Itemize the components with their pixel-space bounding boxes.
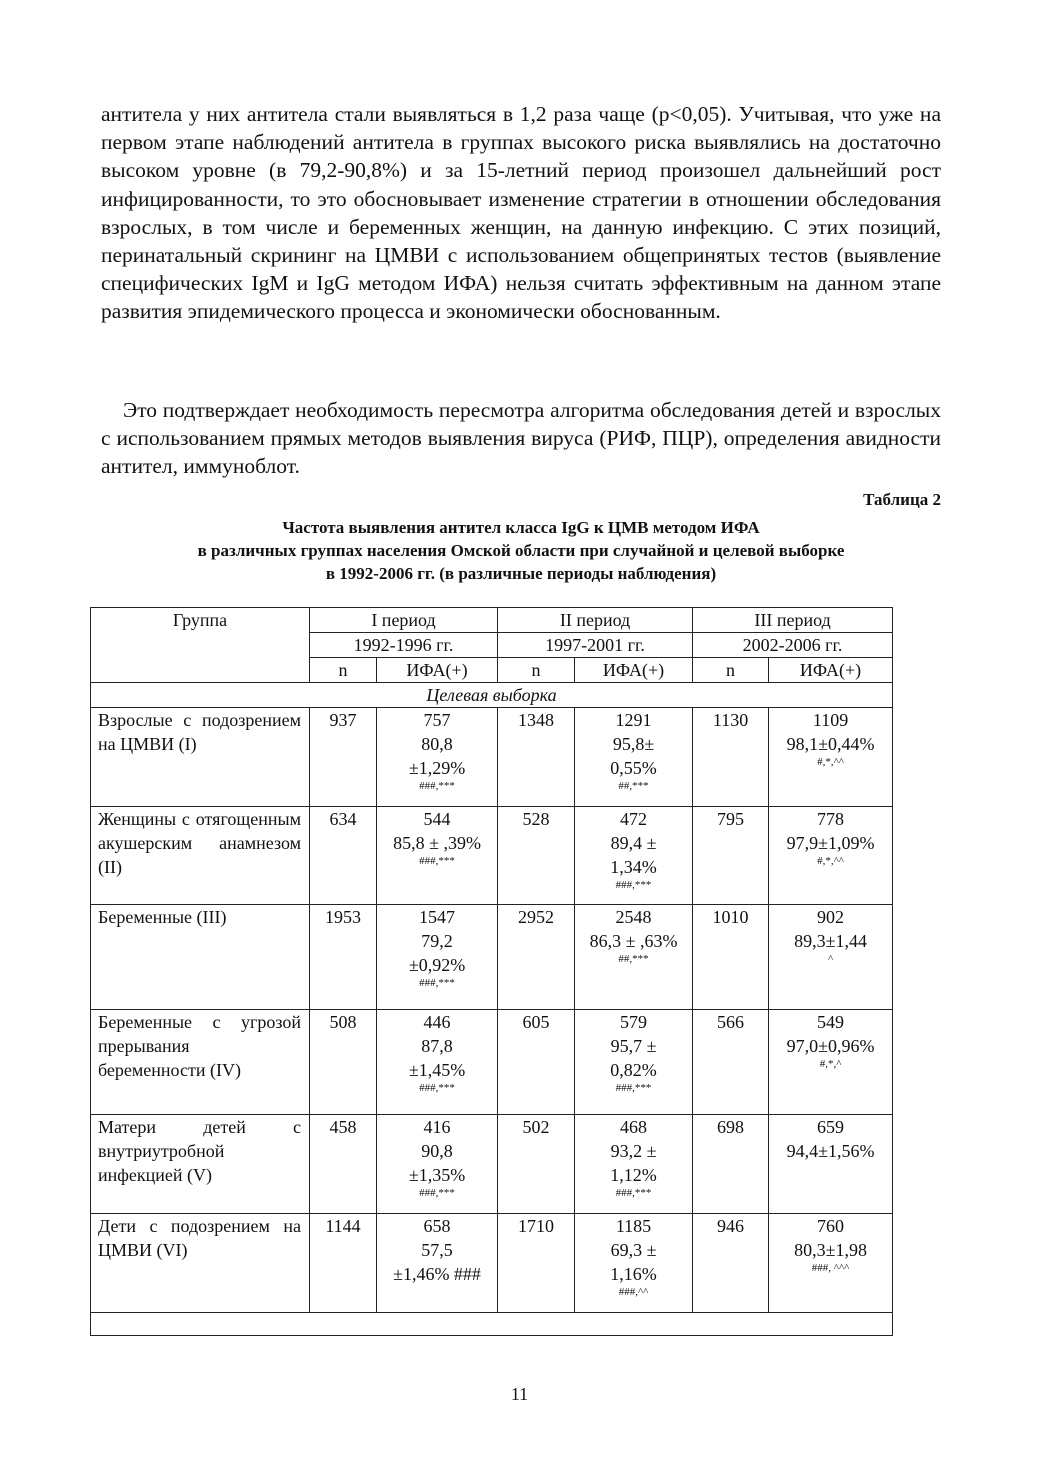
n-cell: 502 <box>498 1115 575 1214</box>
ifa-percent: 57,5 <box>421 1240 453 1260</box>
group-cell: Беременные (III) <box>91 905 310 1010</box>
header-years-2: 1997-2001 гг. <box>498 633 693 658</box>
significance-marks: #,*,^^ <box>817 855 844 867</box>
ifa-cell <box>769 1214 893 1313</box>
header-years-1: 1992-1996 гг. <box>310 633 498 658</box>
table-row <box>91 1010 893 1115</box>
ifa-cell <box>769 1115 893 1214</box>
ifa-count: 416 <box>423 1117 451 1137</box>
ifa-percent: 80,8 <box>421 734 453 754</box>
section-title: Целевая выборка <box>91 683 893 708</box>
ifa-percent: 95,7 ± <box>610 1036 657 1056</box>
ifa-count: 472 <box>620 809 648 829</box>
header-period-1: I период <box>310 608 498 633</box>
section-row <box>91 683 893 708</box>
ifa-percent: 95,8± <box>612 734 655 754</box>
header-group: Группа <box>91 608 310 683</box>
ifa-percent: 87,8 <box>421 1036 453 1056</box>
ifa-count: 658 <box>423 1216 451 1236</box>
ifa-count: 549 <box>817 1012 845 1032</box>
ifa-cell <box>769 1010 893 1115</box>
n-cell: 458 <box>310 1115 377 1214</box>
ifa-error: 0,82% <box>610 1060 657 1080</box>
ifa-percent: 94,4±1,56% <box>786 1141 875 1161</box>
n-cell: 634 <box>310 807 377 905</box>
ifa-percent: 69,3 ± <box>610 1240 657 1260</box>
group-cell: Беременные с угрозой прерывания беременности (IV) <box>91 1010 310 1115</box>
ifa-percent: 86,3 ± ,63% <box>589 931 678 951</box>
ifa-count: 579 <box>620 1012 648 1032</box>
n-cell: 795 <box>693 807 769 905</box>
n-cell: 1953 <box>310 905 377 1010</box>
ifa-error: ±1,35% <box>408 1165 466 1185</box>
ifa-error: 1,12% <box>610 1165 657 1185</box>
ifa-cell <box>575 708 693 807</box>
table-row <box>91 807 893 905</box>
paragraph-2: Это подтверждает необходимость пересмотра алгоритма обследования детей и взрослых с использованием прямых методов выявления вируса (РИФ, ПЦР), определения авидности антител, иммуноблот. <box>101 398 941 479</box>
ifa-percent: 80,3±1,98 <box>794 1240 867 1260</box>
n-cell: 566 <box>693 1010 769 1115</box>
ifa-cell <box>377 905 498 1010</box>
ifa-cell <box>575 1214 693 1313</box>
ifa-error: ±1,46% ### <box>393 1264 481 1284</box>
table-row <box>91 1214 893 1313</box>
significance-marks: ###,*** <box>615 1187 652 1199</box>
ifa-count: 2548 <box>615 907 652 927</box>
empty-row <box>91 1313 893 1336</box>
significance-marks: ^ <box>827 953 834 965</box>
header-n: n <box>310 658 377 683</box>
significance-marks: ###, ^^^ <box>811 1262 850 1274</box>
ifa-percent: 79,2 <box>421 931 453 951</box>
significance-marks: ###,*** <box>419 1187 455 1199</box>
header-years-3: 2002-2006 гг. <box>693 633 893 658</box>
significance-marks: ###,*** <box>615 1082 652 1094</box>
ifa-count: 446 <box>423 1012 451 1032</box>
significance-marks: ##,*** <box>618 953 649 965</box>
ifa-error: 1,16% <box>610 1264 657 1284</box>
ifa-cell <box>377 708 498 807</box>
header-ifa: ИФА(+) <box>377 658 498 683</box>
significance-marks: #,*,^^ <box>817 756 844 768</box>
table-title-line-1: Частота выявления антител класса IgG к ЦМВ методом ИФА <box>282 518 760 537</box>
ifa-count: 902 <box>817 907 845 927</box>
header-n: n <box>498 658 575 683</box>
significance-marks: ##,*** <box>618 780 649 792</box>
ifa-count: 1291 <box>615 710 652 730</box>
ifa-cell <box>769 905 893 1010</box>
n-cell: 1130 <box>693 708 769 807</box>
ifa-error: ±0,92% <box>408 955 466 975</box>
n-cell: 1348 <box>498 708 575 807</box>
ifa-count: 659 <box>817 1117 845 1137</box>
ifa-cell <box>575 1010 693 1115</box>
ifa-cell <box>377 1115 498 1214</box>
table-label: Таблица 2 <box>863 490 941 509</box>
results-table <box>90 607 893 1336</box>
group-cell: Женщины с отягощенным акушерским анамнезом (II) <box>91 807 310 905</box>
ifa-percent: 93,2 ± <box>610 1141 657 1161</box>
n-cell: 1710 <box>498 1214 575 1313</box>
ifa-error: ±1,45% <box>408 1060 466 1080</box>
ifa-cell <box>377 1010 498 1115</box>
ifa-percent: 98,1±0,44% <box>786 734 875 754</box>
group-cell: Дети с подозрением на ЦМВИ (VI) <box>91 1214 310 1313</box>
significance-marks: ###,^^ <box>618 1286 649 1298</box>
ifa-count: 757 <box>423 710 451 730</box>
ifa-cell <box>769 708 893 807</box>
header-period-3: III период <box>693 608 893 633</box>
significance-marks: ###,*** <box>615 879 652 891</box>
paragraph-1: антитела у них антитела стали выявляться в 1,2 раза чаще (р<0,05). Учитывая, что уже на первом этапе наблюдений антитела в группах высокого риска выявлялись на достаточно высоком уровне (в 79,2-90,8%) и за 15-летний период произошел дальнейший рост инфицированности, то это обосновывает изменение стратегии в отношении обследования взрослых, в том числе и беременных женщин, на данную инфекцию. С этих позиций, перинатальный скрининг на ЦМВИ с использованием общепринятых тестов (выявление специфических IgM и IgG методом ИФА) нельзя считать эффективным на данном этапе развития эпидемического процесса и экономически обоснованным. <box>101 102 941 324</box>
ifa-error: 1,34% <box>610 857 657 877</box>
ifa-percent: 85,8 ± ,39% <box>393 833 481 853</box>
ifa-cell <box>575 1115 693 1214</box>
significance-marks: ###,*** <box>419 780 455 792</box>
table-title <box>90 516 952 585</box>
significance-marks: #,*,^ <box>819 1058 842 1070</box>
n-cell: 946 <box>693 1214 769 1313</box>
header-ifa: ИФА(+) <box>769 658 893 683</box>
n-cell: 508 <box>310 1010 377 1115</box>
ifa-error: ±1,29% <box>408 758 466 778</box>
ifa-count: 468 <box>620 1117 648 1137</box>
group-cell: Матери детей с внутриутробной инфекцией (V) <box>91 1115 310 1214</box>
ifa-cell <box>377 1214 498 1313</box>
ifa-cell <box>575 905 693 1010</box>
ifa-percent: 97,0±0,96% <box>786 1036 875 1056</box>
n-cell: 937 <box>310 708 377 807</box>
ifa-percent: 89,4 ± <box>610 833 657 853</box>
n-cell: 605 <box>498 1010 575 1115</box>
table-row <box>91 1115 893 1214</box>
ifa-error: 0,55% <box>610 758 657 778</box>
n-cell: 528 <box>498 807 575 905</box>
ifa-cell <box>575 807 693 905</box>
ifa-count: 1547 <box>419 907 455 927</box>
significance-marks: ###,*** <box>419 855 455 867</box>
table-title-line-3: в 1992-2006 гг. (в различные периоды наблюдения) <box>325 564 717 583</box>
header-period-2: II период <box>498 608 693 633</box>
n-cell: 698 <box>693 1115 769 1214</box>
ifa-cell <box>377 807 498 905</box>
ifa-count: 1109 <box>812 710 849 730</box>
ifa-percent: 97,9±1,09% <box>786 833 875 853</box>
significance-marks: ###,*** <box>419 977 455 989</box>
ifa-percent: 89,3±1,44 <box>794 931 867 951</box>
n-cell: 1144 <box>310 1214 377 1313</box>
table-row <box>91 905 893 1010</box>
table-title-line-2: в различных группах населения Омской области при случайной и целевой выборке <box>197 541 845 560</box>
table-row <box>91 708 893 807</box>
ifa-cell <box>769 807 893 905</box>
ifa-count: 760 <box>817 1216 845 1236</box>
header-row-periods <box>91 608 893 633</box>
page-number: 11 <box>510 1384 529 1404</box>
n-cell: 2952 <box>498 905 575 1010</box>
ifa-percent: 90,8 <box>421 1141 453 1161</box>
header-n: n <box>693 658 769 683</box>
n-cell: 1010 <box>693 905 769 1010</box>
ifa-count: 778 <box>817 809 845 829</box>
ifa-count: 1185 <box>615 1216 652 1236</box>
ifa-count: 544 <box>423 809 451 829</box>
significance-marks: ###,*** <box>419 1082 455 1094</box>
group-cell: Взрослые с подозрением на ЦМВИ (I) <box>91 708 310 807</box>
header-ifa: ИФА(+) <box>575 658 693 683</box>
